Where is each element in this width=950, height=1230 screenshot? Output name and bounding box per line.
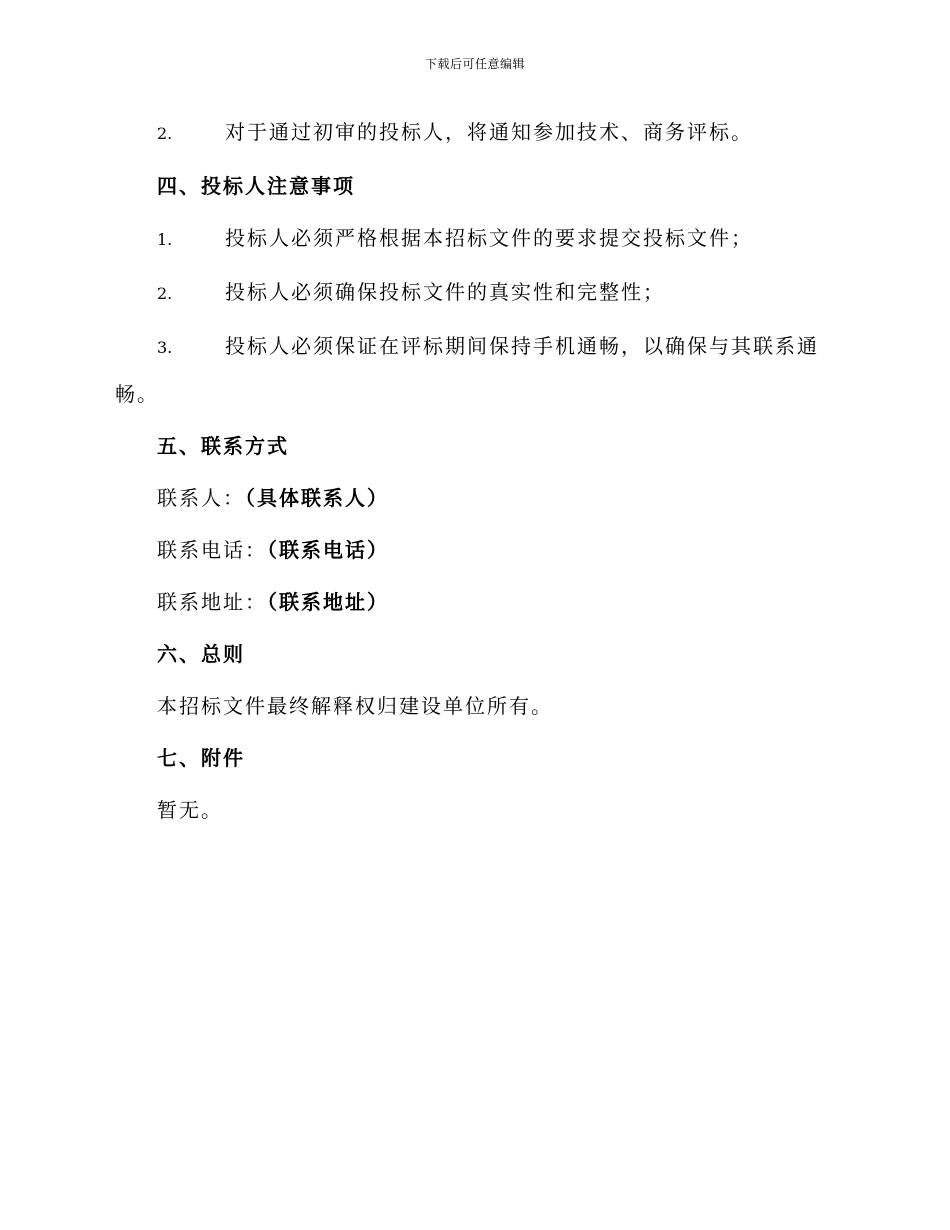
contact-person-value: （具体联系人） — [245, 486, 389, 510]
section-heading-notes: 四、投标人注意事项 — [157, 174, 355, 198]
contact-person-row — [115, 472, 830, 524]
list-item-number: 2. — [157, 124, 173, 143]
list-item-number: 1. — [157, 230, 173, 249]
list-item-text: 对于通过初审的投标人，将通知参加技术、商务评标。 — [225, 120, 753, 144]
list-item — [115, 266, 830, 320]
document-content — [115, 106, 830, 836]
list-item-number: 2. — [157, 284, 173, 303]
contact-phone-value: （联系电话） — [267, 538, 389, 562]
header-note: 下载后可任意编辑 — [424, 57, 525, 71]
list-item-number: 3. — [157, 338, 173, 357]
list-item-text: 投标人必须严格根据本招标文件的要求提交投标文件； — [225, 226, 753, 250]
contact-phone-row — [115, 524, 830, 576]
list-item-text: 投标人必须保证在评标期间保持手机通畅，以确保与其联系通 — [225, 334, 819, 358]
list-item-continuation: 畅。 — [115, 382, 159, 406]
attachments-text: 暂无。 — [157, 798, 223, 822]
contact-person-label: 联系人： — [157, 486, 245, 510]
contact-address-row — [115, 576, 830, 628]
list-item — [115, 106, 830, 160]
section-heading-contact: 五、联系方式 — [157, 434, 289, 458]
section-heading-attachments: 七、附件 — [157, 746, 245, 770]
list-item-text: 投标人必须确保投标文件的真实性和完整性； — [225, 280, 665, 304]
contact-address-label: 联系地址： — [157, 590, 267, 614]
contact-phone-label: 联系电话： — [157, 538, 267, 562]
general-text: 本招标文件最终解释权归建设单位所有。 — [157, 694, 553, 718]
contact-address-value: （联系地址） — [267, 590, 389, 614]
list-item — [115, 212, 830, 266]
list-item — [115, 320, 830, 374]
section-heading-general: 六、总则 — [157, 642, 245, 666]
